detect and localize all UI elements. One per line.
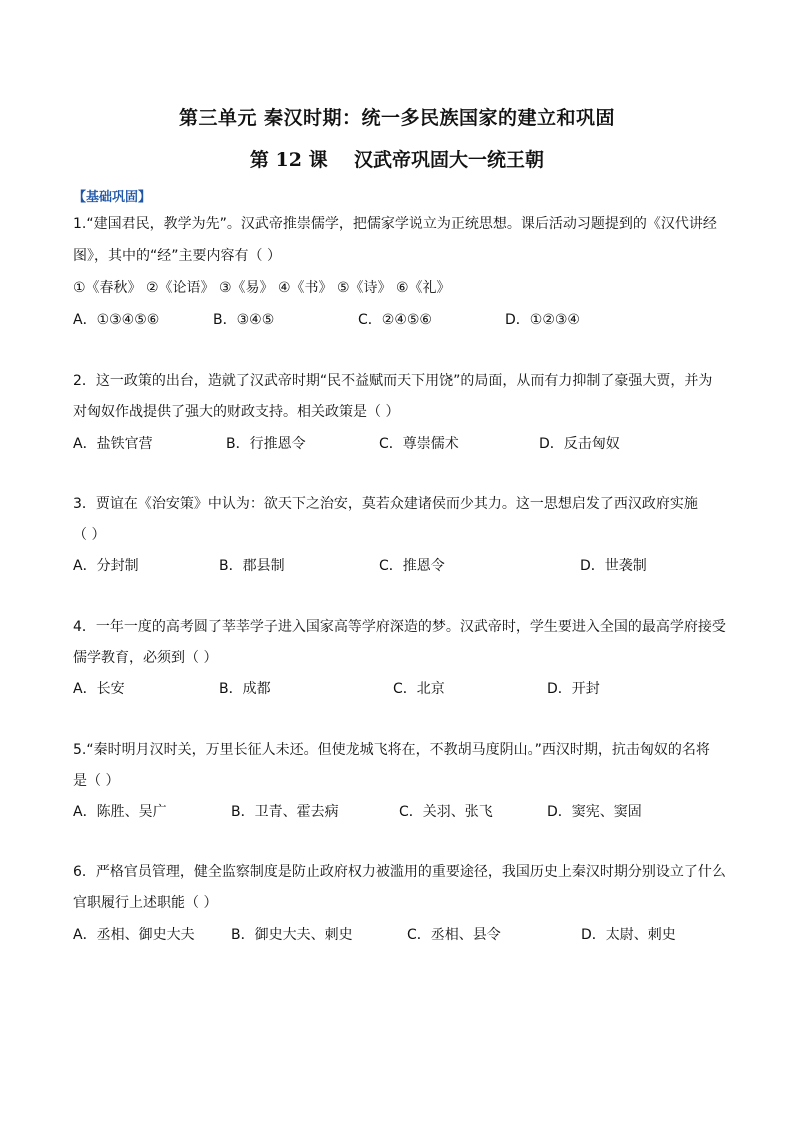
question-text-line: 儒学教育，必须到（ ） bbox=[73, 650, 218, 666]
option-c[interactable]: C．②④⑤⑥ bbox=[358, 312, 432, 328]
option-b[interactable]: B．卫青、霍去病 bbox=[231, 804, 339, 820]
section-label: 【基础巩固】 bbox=[73, 190, 152, 205]
question-text-line: 图》，其中的“经”主要内容有（ ） bbox=[73, 248, 281, 264]
answer-options bbox=[73, 802, 733, 822]
question-text-line: 4．一年一度的高考圆了莘莘学子进入国家高等学府深造的梦。汉武帝时，学生要进入全国的最高学府接受 bbox=[73, 619, 726, 635]
option-c[interactable]: C．尊崇儒术 bbox=[379, 436, 459, 452]
option-a[interactable]: A．①③④⑤⑥ bbox=[73, 312, 160, 328]
question-text-line: 3．贾谊在《治安策》中认为：欲天下之治安，莫若众建诸侯而少其力。这一思想启发了西汉政府实施 bbox=[73, 496, 698, 512]
option-c[interactable]: C．推恩令 bbox=[379, 558, 445, 574]
question-text-line: 6．严格官员管理，健全监察制度是防止政府权力被滥用的重要途径，我国历史上秦汉时期分别设立了什么 bbox=[73, 864, 726, 880]
answer-options bbox=[73, 434, 733, 454]
option-d[interactable]: D．世袭制 bbox=[580, 558, 647, 574]
question-text-line: ①《春秋》 ②《论语》 ③《易》 ④《书》 ⑤《诗》 ⑥《礼》 bbox=[73, 280, 451, 296]
option-d[interactable]: D．反击匈奴 bbox=[539, 436, 620, 452]
option-b[interactable]: B．御史大夫、刺史 bbox=[231, 927, 353, 943]
option-a[interactable]: A．盐铁官营 bbox=[73, 436, 153, 452]
option-a[interactable]: A．分封制 bbox=[73, 558, 139, 574]
unit-title: 第三单元 秦汉时期：统一多民族国家的建立和巩固 bbox=[178, 107, 616, 129]
option-a[interactable]: A．丞相、御史大夫 bbox=[73, 927, 195, 943]
question-text-line: 官职履行上述职能（ ） bbox=[73, 895, 218, 911]
lesson-title: 第 12 课 汉武帝巩固大一统王朝 bbox=[249, 149, 545, 171]
question-text-line: 对匈奴作战提供了强大的财政支持。相关政策是（ ） bbox=[73, 404, 400, 420]
option-b[interactable]: B．行推恩令 bbox=[226, 436, 306, 452]
option-c[interactable]: C．丞相、县令 bbox=[407, 927, 501, 943]
answer-options bbox=[73, 310, 733, 330]
question-text-line: 1.“建国君民，教学为先”。汉武帝推崇儒学，把儒家学说立为正统思想。课后活动习题提到的《汉代讲经 bbox=[73, 216, 717, 232]
answer-options bbox=[73, 925, 733, 945]
option-d[interactable]: D．窦宪、窦固 bbox=[547, 804, 642, 820]
option-c[interactable]: C．关羽、张飞 bbox=[399, 804, 493, 820]
answer-options bbox=[73, 556, 733, 576]
option-c[interactable]: C．北京 bbox=[393, 681, 445, 697]
option-d[interactable]: D．①②③④ bbox=[505, 312, 580, 328]
option-b[interactable]: B．③④⑤ bbox=[213, 312, 275, 328]
option-d[interactable]: D．太尉、刺史 bbox=[581, 927, 676, 943]
answer-options bbox=[73, 679, 733, 699]
option-a[interactable]: A．长安 bbox=[73, 681, 125, 697]
question-text-line: 2．这一政策的出台，造就了汉武帝时期“民不益赋而天下用饶”的局面，从而有力抑制了豪强大贾，并为 bbox=[73, 373, 713, 389]
option-b[interactable]: B．成都 bbox=[219, 681, 271, 697]
question-text-line: （ ） bbox=[73, 527, 106, 543]
option-b[interactable]: B．郡县制 bbox=[219, 558, 285, 574]
question-text-line: 是（ ） bbox=[73, 773, 120, 789]
question-text-line: 5.“秦时明月汉时关，万里长征人未还。但使龙城飞将在，不教胡马度阴山。”西汉时期，抗击匈奴的名将 bbox=[73, 742, 710, 758]
option-a[interactable]: A．陈胜、吴广 bbox=[73, 804, 167, 820]
option-d[interactable]: D．开封 bbox=[547, 681, 600, 697]
